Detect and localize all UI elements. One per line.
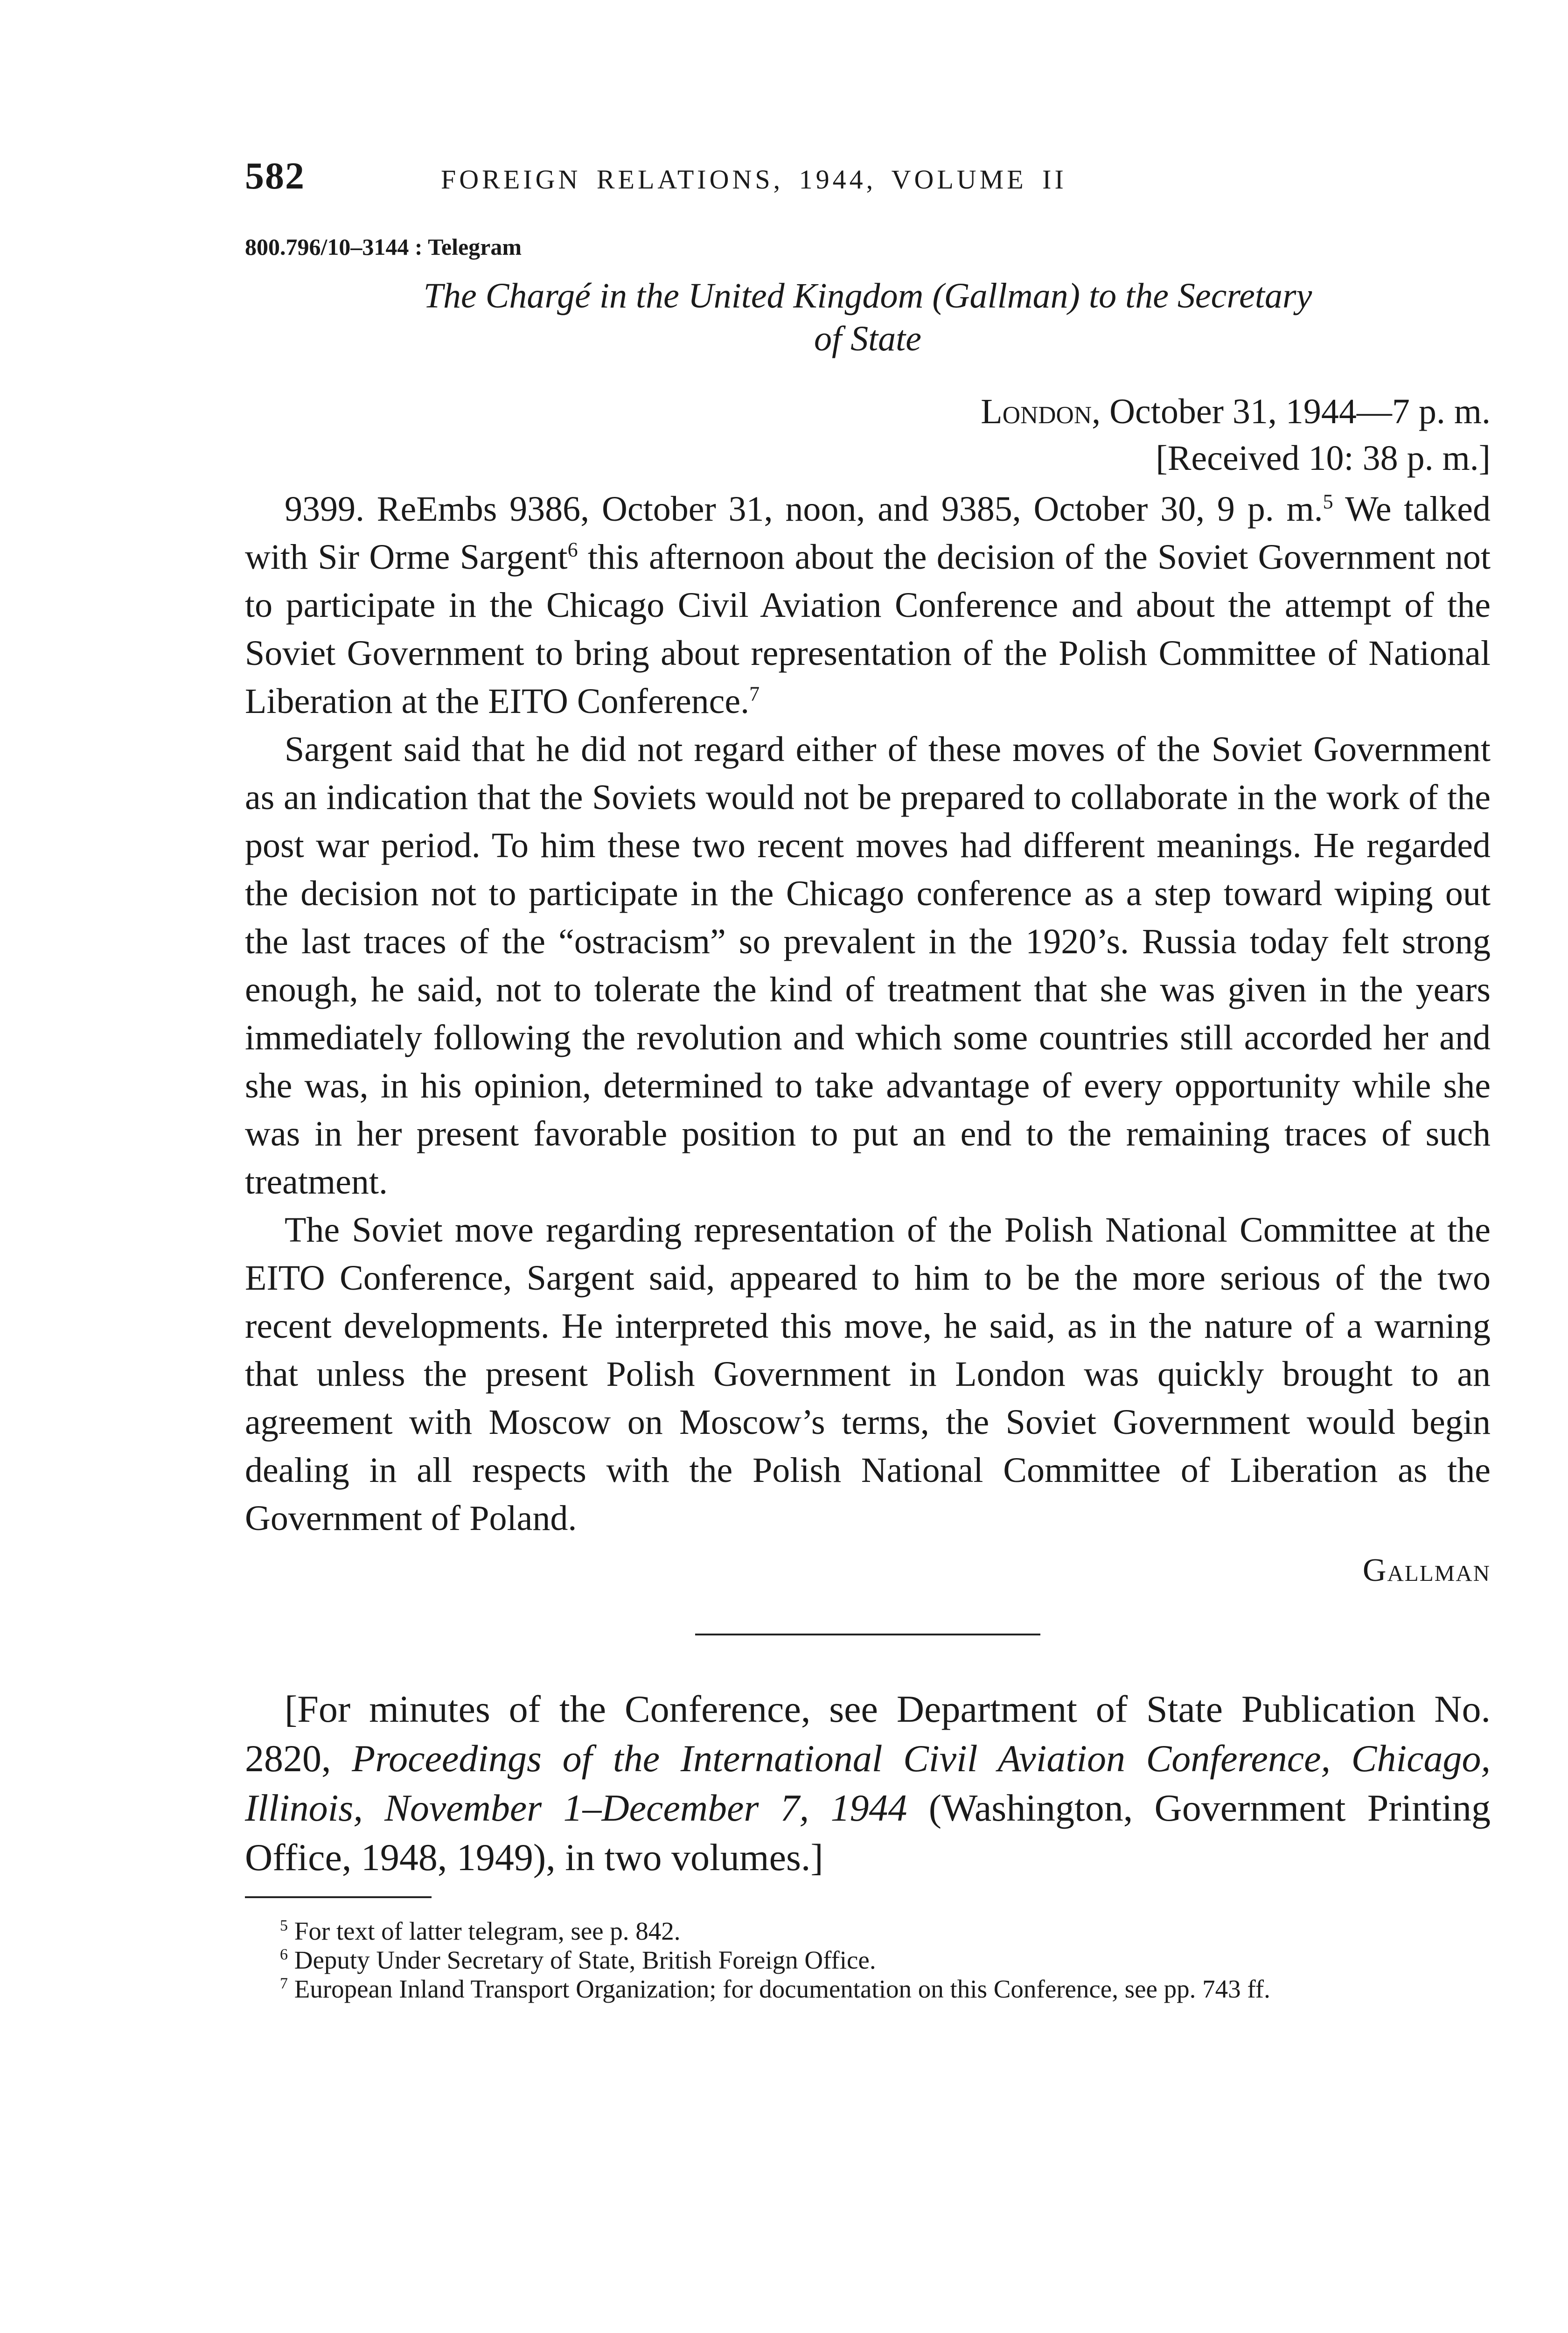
footnote-mark: 5 (280, 1917, 288, 1935)
body-paragraph-1 (245, 485, 1491, 726)
body-paragraph-2: Sargent said that he did not regard either of these moves of the Soviet Government as an indication that the Soviets would not be prepared to collaborate in the work of the post war period. To him these two recent moves had different meanings. He regarded the decision not to participate in the Chicago conference as a step toward wiping out the last traces of the “ostracism” so prevalent in the 1920’s. Russia today felt strong enough, he said, not to tolerate the kind of treatment that she was given in the years immediately following the revolution and which some countries still accorded her and she was, in his opinion, determined to take advantage of every opportunity while she was in her present favorable position to put an end to the remaining traces of such treatment. (245, 730, 1491, 1201)
dateline (245, 388, 1491, 435)
footnote-ref-5: 5 (1323, 490, 1333, 513)
document-title-line1: The Chargé in the United Kingdom (Gallman) to the Secretary (423, 276, 1312, 315)
signature: Gallman (1362, 1552, 1491, 1588)
footnote-7 (245, 1975, 1491, 2004)
footnote-divider (245, 1896, 432, 1898)
footnote-mark: 6 (280, 1946, 288, 1963)
footnote-text: Deputy Under Secretary of State, British Foreign Office. (288, 1946, 876, 1974)
p1-text2: We talked with Sir Orme Sargent (245, 489, 1491, 577)
editorial-note-title: Proceedings of the International Civil Aviation Conference, Chicago, Illinois, November 1–December 7, 1944 (245, 1737, 1491, 1829)
footnote-6 (245, 1946, 1491, 1975)
editorial-note-part2: (Washington, Government Printing Office, 1948, 1949), in two volumes.] (245, 1787, 1491, 1879)
file-reference: 800.796/10–3144 : Telegram (245, 234, 522, 260)
received-time: [Received 10: 38 p. m.] (1156, 439, 1491, 478)
footnote-mark: 7 (280, 1975, 288, 1992)
document-title (245, 274, 1491, 360)
p1-text3: this afternoon about the decision of the Soviet Government not to participate in the Chicago Civil Aviation Conference and about the attempt of the Soviet Government to bring about representation of the Polish Committee of National Liberation at the EITO Conference. (245, 538, 1491, 721)
footnote-ref-7: 7 (749, 682, 760, 705)
document-title-line2: of State (814, 319, 922, 358)
editorial-note (245, 1684, 1491, 1882)
page (245, 154, 1491, 2004)
running-title: FOREIGN RELATIONS, 1944, VOLUME II (441, 164, 1067, 195)
footnote-5 (245, 1917, 1491, 1946)
running-head (245, 154, 1491, 205)
dateline-date: October 31, 1944—7 p. m. (1101, 392, 1491, 431)
footnote-ref-6: 6 (567, 538, 578, 561)
page-number: 582 (245, 154, 305, 197)
dateline-place: London, (981, 392, 1101, 431)
footnote-text: For text of latter telegram, see p. 842. (288, 1917, 681, 1945)
p1-text: 9399. ReEmbs 9386, October 31, noon, and 9385, October 30, 9 p. m. (285, 489, 1323, 529)
editorial-note-part1: [For minutes of the Conference, see Department of State Publication No. 2820, (245, 1688, 1491, 1780)
section-divider (695, 1634, 1040, 1635)
body-paragraph-3: The Soviet move regarding representation of the Polish National Committee at the EITO Conference, Sargent said, appeared to him to be the more serious of the two recent developments. He interpreted this move, he said, as in the nature of a warning that unless the present Polish Government in London was quickly brought to an agreement with Moscow on Moscow’s terms, the Soviet Government would begin dealing in all respects with the Polish National Committee of Liberation as the Government of Poland. (245, 1210, 1491, 1538)
footnote-text: European Inland Transport Organization; for documentation on this Conference, see pp. 743 ff. (288, 1975, 1270, 2003)
